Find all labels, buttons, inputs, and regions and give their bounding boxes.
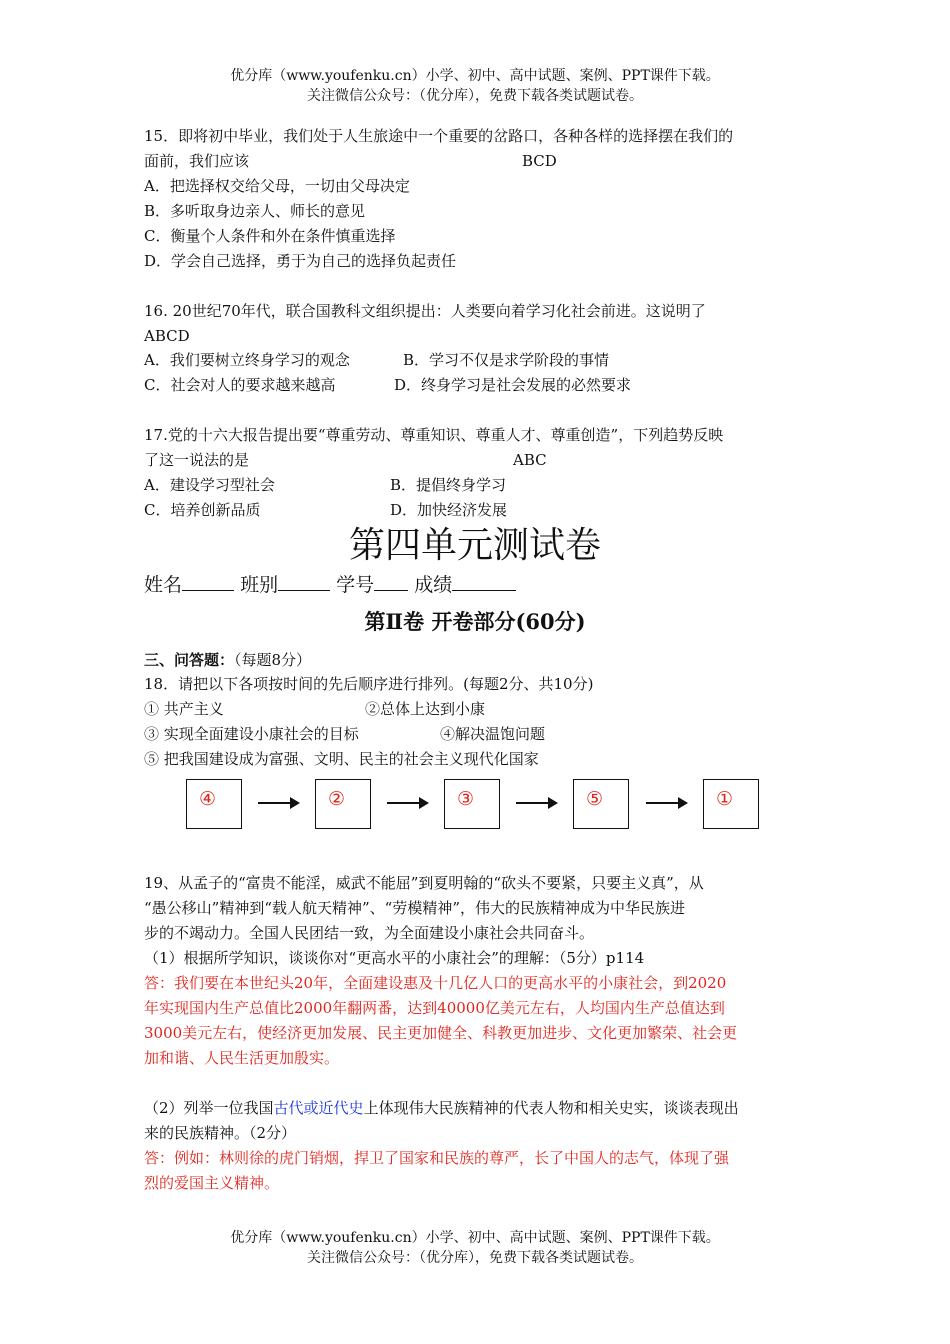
history-highlight: 古代或近代史 <box>273 1099 364 1117</box>
arrow-icon <box>646 802 686 804</box>
q19-answer1-line3: 3000美元左右，使经济更加发展、民主更加健全、科教更加进步、文化更加繁荣、社会更 <box>144 1024 738 1042</box>
arrow-icon <box>387 802 427 804</box>
sequence-box-1: ④ <box>186 779 242 829</box>
q16-answer: ABCD <box>144 327 190 345</box>
student-info-row <box>144 572 516 598</box>
id-blank <box>374 572 408 591</box>
q17-options-row2 <box>144 498 810 523</box>
page-footer <box>0 1228 950 1268</box>
q19-line3: 步的不竭动力。全国人民团结一致，为全面建设小康社会共同奋斗。 <box>144 924 595 942</box>
q19-answer2-line1: 答：例如：林则徐的虎门销烟，捍卫了国家和民族的尊严，长了中国人的志气，体现了强 <box>144 1149 730 1167</box>
q16-option-d: D．终身学习是社会发展的必然要求 <box>394 376 632 394</box>
sequence-box-3: ③ <box>444 779 500 829</box>
q19-sub2: （2）列举一位我国古代或近代史上体现伟大民族精神的代表人物和相关史实，谈谈表现出 <box>144 1099 739 1117</box>
q15-option-b: B．多听取身边亲人、师长的意见 <box>144 202 366 220</box>
exam-title: 第四单元测试卷 <box>348 525 601 566</box>
name-label: 姓名 <box>144 574 183 596</box>
page-header <box>0 66 950 106</box>
q18-items-row1 <box>144 697 810 722</box>
q19-answer1-line4: 加和谐、人民生活更加殷实。 <box>144 1049 340 1067</box>
q18-items-row2 <box>144 722 810 747</box>
header-line-2: 关注微信公众号：（优分库），免费下载各类试题试卷。 <box>307 88 643 104</box>
arrow-icon <box>258 802 298 804</box>
section-subtitle: 第Ⅱ卷 开卷部分(60分) <box>364 609 586 634</box>
q15-answer: BCD <box>522 152 557 170</box>
q17-answer: ABC <box>513 451 547 469</box>
q18-prompt: 18．请把以下各项按时间的先后顺序进行排列。(每题2分、共10分) <box>144 675 594 693</box>
q19-answer1-line2: 年实现国内生产总值比2000年翻两番，达到40000亿美元左右，人均国内生产总值达到 <box>144 999 725 1017</box>
q19-line1: 19、从孟子的“富贵不能淫，威武不能屈”到夏明翰的“砍头不要紧，只要主义真”，从 <box>144 874 704 892</box>
q18-item-5: ⑤ 把我国建设成为富强、文明、民主的社会主义现代化国家 <box>144 750 539 768</box>
q18-item-1: ① 共产主义 <box>144 700 224 718</box>
sequence-box-5: ① <box>703 779 759 829</box>
footer-line-1: 优分库（www.youfenku.cn）小学、初中、高中试题、案例、PPT课件下载。 <box>230 1230 720 1246</box>
q16-line1: 16. 20世纪70年代，联合国教科文组织提出：人类要向着学习化社会前进。这说明了 <box>144 302 706 320</box>
header-line-1: 优分库（www.youfenku.cn）小学、初中、高中试题、案例、PPT课件下载。 <box>230 68 720 84</box>
q19-line2: “愚公移山”精神到“载人航天精神”、“劳模精神”，伟大的民族精神成为中华民族进 <box>144 899 686 917</box>
q17-line2: 了这一说法的是 ABC <box>144 448 810 473</box>
class-label: 班别 <box>240 574 279 596</box>
q18-item-2: ②总体上达到小康 <box>365 700 486 718</box>
q15-line1: 15．即将初中毕业，我们处于人生旅途中一个重要的岔路口，各种各样的选择摆在我们的 <box>144 127 734 145</box>
q19-sub1: （1）根据所学知识，谈谈你对“更高水平的小康社会”的理解：（5分）p114 <box>144 949 645 967</box>
q18-item-3: ③ 实现全面建设小康社会的目标 <box>144 725 359 743</box>
q17-line1: 17.党的十六大报告提出要“尊重劳动、尊重知识、尊重人才、尊重创造”，下列趋势反映 <box>144 426 724 444</box>
q17-options-row1 <box>144 473 810 498</box>
footer-line-2: 关注微信公众号：（优分库），免费下载各类试题试卷。 <box>307 1250 643 1266</box>
q18-item-4: ④解决温饱问题 <box>440 725 546 743</box>
score-blank <box>452 572 516 591</box>
q17-option-a: A．建设学习型社会 <box>144 476 275 494</box>
q19-answer2-line2: 烈的爱国主义精神。 <box>144 1174 280 1192</box>
sequence-box-4: ⑤ <box>573 779 629 829</box>
q16-options-row1 <box>144 348 810 373</box>
name-blank <box>182 572 234 591</box>
sequence-box-2: ② <box>315 779 371 829</box>
section3-heading: 三、问答题：（每题8分） <box>144 651 312 669</box>
q17-option-c: C．培养创新品质 <box>144 501 261 519</box>
q15-option-d: D．学会自己选择，勇于为自己的选择负起责任 <box>144 252 457 270</box>
arrow-icon <box>516 802 556 804</box>
q16-option-a: A．我们要树立终身学习的观念 <box>144 351 350 369</box>
class-blank <box>278 572 330 591</box>
score-label: 成绩 <box>414 574 453 596</box>
q19-answer1-line1: 答：我们要在本世纪头20年，全面建设惠及十几亿人口的更高水平的小康社会，到2020 <box>144 974 727 992</box>
id-label: 学号 <box>336 574 375 596</box>
q15-option-a: A．把选择权交给父母，一切由父母决定 <box>144 177 410 195</box>
q16-option-c: C．社会对人的要求越来越高 <box>144 376 336 394</box>
q16-options-row2 <box>144 373 810 398</box>
q15-line2: 面前，我们应该 BCD <box>144 149 810 174</box>
q17-option-d: D．加快经济发展 <box>390 501 508 519</box>
q15-option-c: C．衡量个人条件和外在条件慎重选择 <box>144 227 396 245</box>
q19-sub2-line2: 来的民族精神。（2分） <box>144 1124 297 1142</box>
q16-option-b: B．学习不仅是求学阶段的事情 <box>403 351 610 369</box>
q17-option-b: B．提倡终身学习 <box>390 476 507 494</box>
